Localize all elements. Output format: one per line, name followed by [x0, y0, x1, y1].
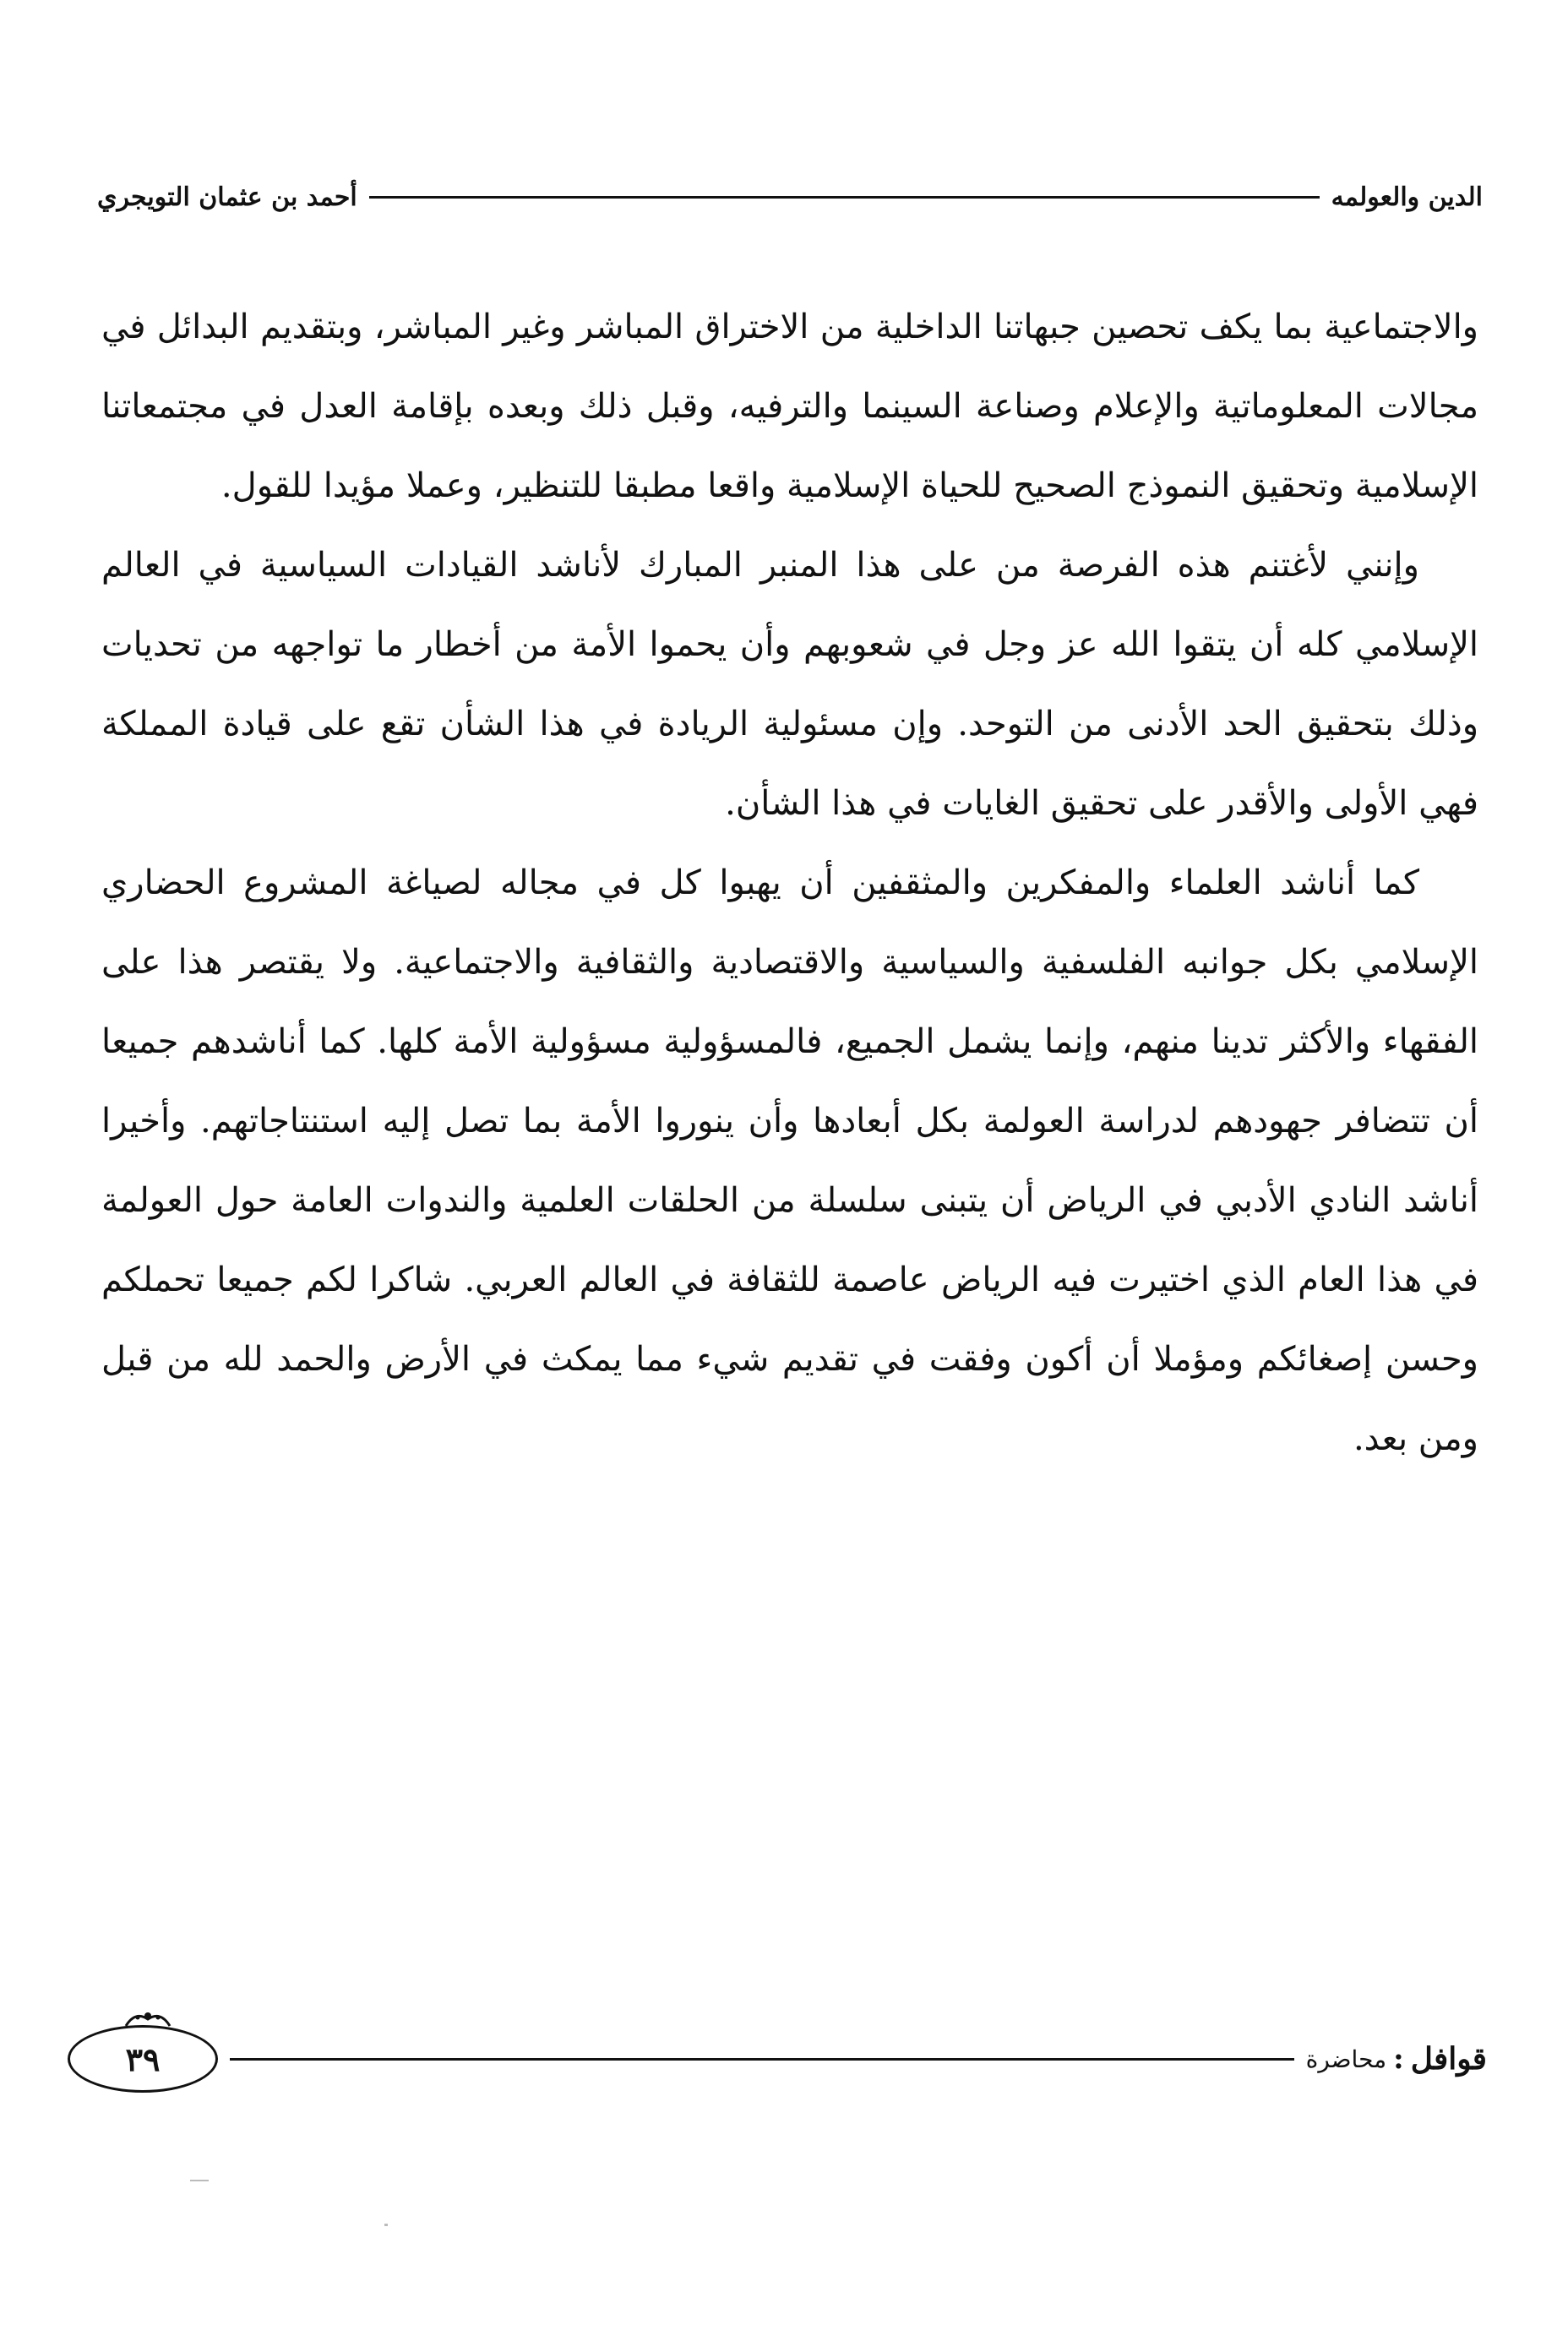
footer-type: محاضرة	[1305, 2045, 1387, 2073]
running-header	[97, 173, 1483, 221]
scan-mark	[384, 2224, 388, 2226]
header-book-title: الدين والعولمه	[1331, 182, 1483, 212]
text-line: العربي. شاكرا لكم جميعا تحملكم وحسن إصغائكم ومؤملا أن أكون وفقت في تقديم شيء مما	[101, 1261, 1479, 1379]
text-line: في مجتمعاتنا الإسلامية وتحقيق النموذج الصحيح للحياة الإسلامية واقعا مطبقا للتنظير، وعملا	[101, 387, 1478, 505]
scan-mark	[190, 2180, 209, 2181]
paragraph-2	[101, 525, 1478, 843]
text-line: على الفقهاء والأكثر تدينا منهم، وإنما يشمل الجميع، فالمسؤولية مسؤولية الأمة كلها. كما	[101, 943, 1478, 1061]
page-number: ٣٩	[125, 2039, 161, 2078]
text-line: الإسلامي بكل جوانبه الفلسفية والسياسية والاقتصادية والثقافية والاجتماعية. ولا يقتصر هذا	[177, 943, 1478, 982]
text-line: والندوات العامة حول العولمة في هذا العام الذي اختيرت فيه الرياض عاصمة للثقافة في العالم	[101, 1181, 1479, 1299]
text-line: كما أناشد العلماء والمفكرين والمثقفين أن يهبوا كل في مجاله لصياغة المشروع الحضاري	[101, 863, 1419, 902]
text-line: أناشدهم جميعا أن تتضافر جهودهم لدراسة العولمة بكل أبعادها وأن ينوروا الأمة بما تصل إليه	[101, 1022, 1479, 1141]
text-line: مؤيدا للقول.	[220, 466, 396, 505]
text-line: العالم الإسلامي كله أن يتقوا الله عز وجل في شعوبهم وأن يحموا الأمة من أخطار ما تواجهه	[101, 546, 1479, 664]
footer-rule	[230, 2058, 1294, 2061]
header-author: أحمد بن عثمان التويجري	[97, 182, 357, 212]
text-line: والاجتماعية بما يكف تحصين جبهاتنا الداخلية من الاختراق المباشر وغير المباشر، وبتقديم	[259, 308, 1478, 346]
ornament-icon	[122, 2009, 173, 2031]
text-line: وإنني لأغتنم هذه الفرصة من على هذا المنبر المبارك لأناشد القيادات السياسية في	[198, 546, 1419, 585]
text-line: على قيادة المملكة فهي الأولى والأقدر على تحقيق الغايات في هذا الشأن.	[101, 705, 1478, 823]
text-line: استنتاجاتهم. وأخيرا أناشد النادي الأدبي في الرياض أن يتبنى سلسلة من الحلقات العلمية	[101, 1102, 1479, 1220]
page-number-badge	[68, 2025, 218, 2093]
page-body	[101, 287, 1478, 1478]
page-footer	[68, 2021, 1487, 2097]
header-rule	[369, 196, 1320, 199]
text-line: البدائل في مجالات المعلوماتية والإعلام وصناعة السينما والترفيه، وقبل ذلك وبعده بإقامة العدل	[101, 308, 1478, 426]
paragraph-3	[101, 843, 1478, 1478]
footer-series: قوافل	[1410, 2041, 1487, 2077]
footer-separator: :	[1393, 2042, 1404, 2076]
text-line: من تحديات وذلك بتحقيق الحد الأدنى من التوحد. وإن مسئولية الريادة في هذا الشأن تقع	[101, 625, 1479, 743]
paragraph-1	[101, 287, 1478, 525]
text-line: يمكث في الأرض والحمد لله من قبل ومن بعد.	[101, 1340, 1478, 1458]
